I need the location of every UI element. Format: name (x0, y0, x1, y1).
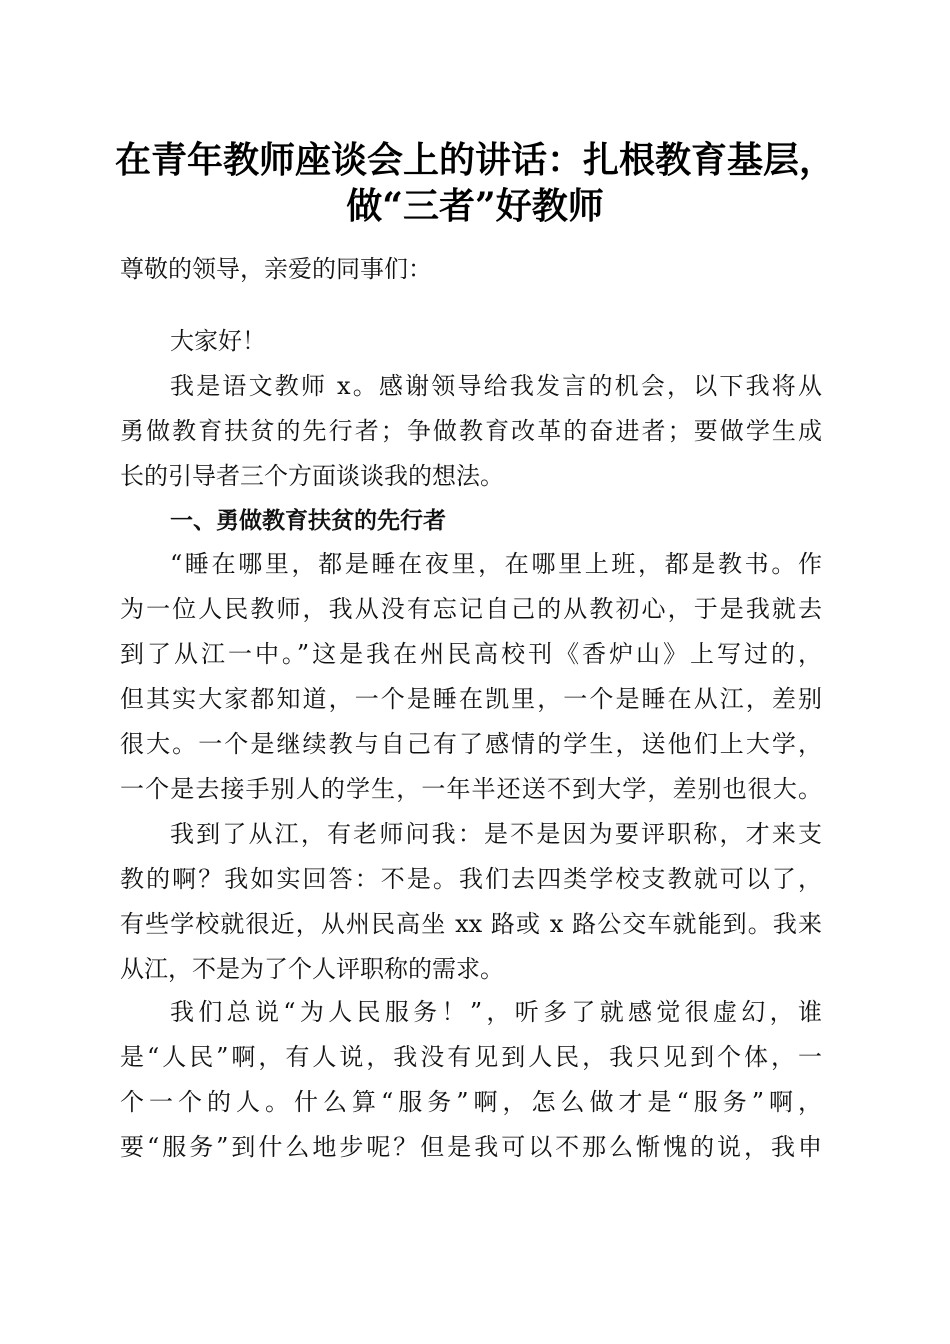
paragraph-line: 一个是去接手别人的学生，一年半还送不到大学，差别也很大。 (120, 775, 822, 803)
salutation: 尊敬的领导，亲爱的同事们： (120, 255, 432, 283)
paragraph-line: 要“服务”到什么地步呢？但是我可以不那么惭愧的说，我申 (120, 1133, 822, 1161)
paragraph-line: 教的啊？我如实回答：不是。我们去四类学校支教就可以了， (120, 865, 822, 893)
document-title-line-1: 在青年教师座谈会上的讲话：扎根教育基层， (114, 139, 835, 181)
document-title-line-2: 做“三者”好教师 (346, 185, 604, 227)
paragraph-line: 我是语文教师 x。感谢领导给我发言的机会，以下我将从 (170, 372, 822, 400)
section-heading: 一、勇做教育扶贫的先行者 (170, 508, 446, 534)
paragraph-line: “睡在哪里，都是睡在夜里，在哪里上班，都是教书。作 (170, 550, 822, 578)
paragraph-line: 很大。一个是继续教与自己有了感情的学生，送他们上大学， (120, 730, 822, 758)
paragraph-line: 是“人民”啊，有人说，我没有见到人民，我只见到个体，一 (120, 1043, 822, 1071)
paragraph-line: 我到了从江，有老师问我：是不是因为要评职称，才来支 (170, 820, 822, 848)
paragraph-line: 个一个的人。什么算“服务”啊，怎么做才是“服务”啊， (120, 1088, 822, 1116)
paragraph-line: 长的引导者三个方面谈谈我的想法。 (120, 462, 504, 490)
paragraph-line: 为一位人民教师，我从没有忘记自己的从教初心，于是我就去 (120, 595, 822, 623)
paragraph-line: 但其实大家都知道，一个是睡在凯里，一个是睡在从江，差别 (120, 685, 822, 713)
paragraph-line: 我们总说“为人民服务！”，听多了就感觉很虚幻，谁 (170, 998, 822, 1026)
paragraph-line: 有些学校就很近，从州民高坐 xx 路或 x 路公交车就能到。我来 (120, 910, 822, 938)
paragraph-line: 到了从江一中。”这是我在州民高校刊《香炉山》上写过的， (120, 640, 822, 668)
paragraph-line: 从江，不是为了个人评职称的需求。 (120, 955, 504, 983)
paragraph-line: 勇做教育扶贫的先行者；争做教育改革的奋进者；要做学生成 (120, 417, 822, 445)
greeting: 大家好！ (170, 327, 266, 355)
